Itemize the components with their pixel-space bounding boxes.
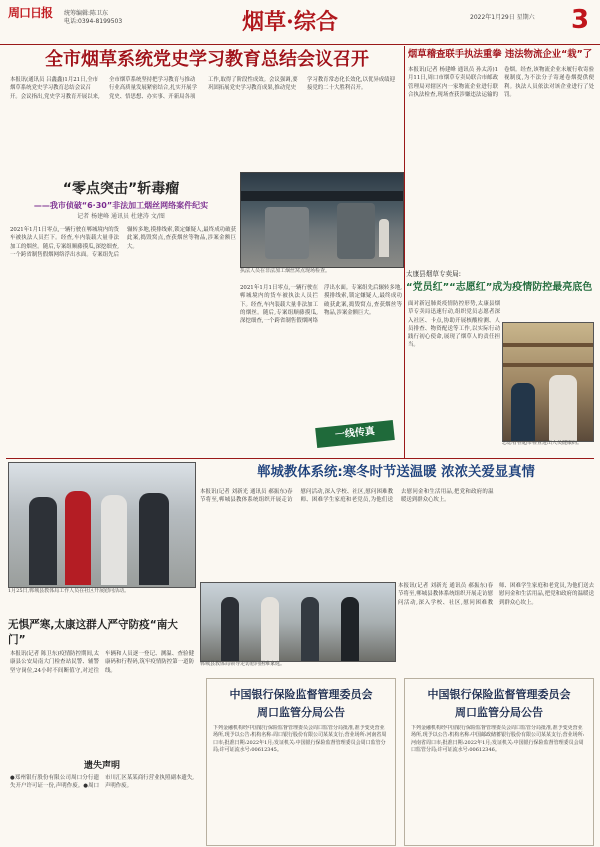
photo-tank	[265, 207, 309, 259]
right-mid-body: 面对新冠肺炎疫情防控形势,太康县烟草专卖局迅速行动,组织党员志愿者深入社区、卡点,协助开展核酸检测、人员排查、物资配送等工作,以实际行动践行初心使命,展现了烟草人的责任担当。	[408, 301, 500, 349]
community-photo-caption: 1月25日,郸城县教体局工作人员在社区开展慰问活动。	[8, 588, 130, 594]
visit-photo-caption: 郸城县教体局领导走访慰问困难家庭。	[200, 661, 286, 667]
top-headline: 全市烟草系统党史学习教育总结会议召开	[45, 49, 369, 70]
photo-beam	[241, 191, 403, 201]
photo-person	[301, 597, 319, 661]
notice-title-line2: 周口监管分局公告	[257, 706, 345, 719]
photo-person	[511, 383, 535, 441]
drug-story-headline: “零点突击”斩毒瘤	[62, 181, 180, 197]
photo-person	[101, 495, 127, 585]
notice-box-left	[206, 678, 396, 846]
factory-photo-caption: 执法人员在非法加工烟丝窝点现场检查。	[240, 268, 331, 274]
left-bottom-body: 本报讯(记者 陈卫东)疫情防控期间,太康县公安局南大门检查站民警、辅警坚守岗位,24小时不间断值守,对过往车辆和人员逐一登记、测温、查验健康码和行程码,筑牢疫情防控第一道防线。	[10, 651, 194, 674]
notice-body: 下列金融机构经中国银行保险监督管理委员会周口监管分局批准,准予变更营业场所,现予以公告:机构名称:中国邮政储蓄银行股份有限公司某某支行;营业场所:河南省周口市;批准日期:2022年1月;发证机关:中国银行保险监督管理委员会周口监管分局;许可证流水号:00612346。	[411, 725, 585, 754]
bottom-right-body: 本报讯(记者 刘新光 通讯员 郝振东)春节将至,郸城县教体系统组织开展走访慰问活动,深入学校、社区,慰问困难教师、困难学生家庭和老党员,为他们送去慰问金和生活用品,把党和政府的温暖送到群众心坎上。	[398, 583, 594, 606]
masthead-meta	[64, 10, 154, 26]
photo-person	[139, 493, 169, 585]
notice-title-line2: 周口监管分局公告	[455, 706, 543, 719]
drug-story-body: 2021年1月1日零点,一辆行驶在郸城境内的货车被执法人员拦下。经查,车内装载大量非法加工的烟丝。随后,专案组顺藤摸瓜,深挖细查,一个跨省制售假烟网络浮出水面。专案组先后辗转多地,摸排线索,锁定嫌疑人,最终成功破获此案,捣毁窝点,查获烟丝等物品,涉案金额巨大。	[10, 227, 236, 258]
drug-story-subtitle: ——我市侦破“6·30”非法加工烟丝网络案件纪实	[33, 201, 209, 210]
volunteer-photo	[502, 322, 594, 442]
horizontal-divider	[6, 458, 594, 459]
top-story-body: 本报讯(通讯员 吕鑫鑫)1月21日,全市烟草系统党史学习教育总结会议召开。会议指出,党史学习教育开展以来,全市烟草系统坚持把学习教育与推动行业高质量发展紧密结合,扎实开展学党史、悟思想、办实事、开新局各项工作,取得了阶段性成效。会议强调,要巩固拓展党史学习教育成果,推动党史学习教育常态化长效化,以优异成绩迎接党的二十大胜利召开。	[10, 77, 395, 100]
notice-body: 下列金融机构经中国银行保险监督管理委员会周口监管分局批准,准予变更营业场所,现予以公告:机构名称:周口银行股份有限公司某某支行;营业场所:河南省周口市;批准日期:2022年1月;发证机关:中国银行保险监督管理委员会周口监管分局;许可证流水号:00612345。	[213, 725, 387, 754]
phone-line: 电话:0394-8199503	[64, 18, 123, 25]
factory-photo	[240, 172, 404, 268]
lost-notice-body: ●郑州银行股份有限公司周口分行遗失开户许可证一份,声明作废。●周口市川汇区某某商行营业执照副本遗失,声明作废。	[10, 775, 194, 790]
lost-notice-title: 遗失声明	[83, 761, 120, 771]
issue-date: 2022年1月29日 星期六	[470, 14, 535, 21]
stamp-label: 一线传真	[315, 420, 395, 448]
volunteer-photo-caption: 志愿者在超市检查进出人员健康码。	[502, 440, 583, 446]
middle-column-text: 2021年1月1日零点,一辆行驶在郸城境内的货车被执法人员拦下。经查,车内装载大量非法加工的烟丝。随后,专案组顺藤摸瓜,深挖细查,一个跨省制售假烟网络浮出水面。专案组先后辗转多地,摸排线索,锁定嫌疑人,最终成功破获此案,捣毁窝点,查获烟丝等物品,涉案金额巨大。	[240, 285, 402, 325]
notice-box-right	[404, 678, 594, 846]
right-top-headline: 烟草稽查联手执法重拳 违法物流企业“栽”了	[407, 49, 593, 60]
visit-photo	[200, 582, 396, 662]
editor-line: 统筹编辑:陈卫东	[64, 10, 109, 17]
column-divider	[404, 46, 405, 458]
right-mid-headline: “党员红”“志愿红”成为疫情防控最亮底色	[406, 282, 593, 293]
bottom-main-body: 本报讯(记者 刘新光 通讯员 郝振东)春节将至,郸城县教体系统组织开展走访慰问活动,深入学校、社区,慰问困难教师、困难学生家庭和老党员,为他们送去慰问金和生活用品,把党和政府的温暖送到群众心坎上。	[200, 489, 494, 504]
drug-story-byline: 记者 杨建峰 通讯员 杜建涛 文/图	[77, 213, 165, 220]
left-bottom-headline: 无惧严寒,太康这群人严守防疫“南大门”	[8, 619, 178, 646]
photo-person	[221, 597, 239, 661]
masthead	[0, 0, 600, 45]
community-photo	[8, 462, 196, 588]
bottom-main-headline: 郸城教体系统:寒冬时节送温暖 浓浓关爱显真情	[257, 465, 535, 480]
notice-title-line1: 中国银行保险监督管理委员会	[427, 688, 571, 701]
right-top-body: 本报讯(记者 杨建峰 通讯员 孙太涛)1月11日,周口市烟草专卖局联合市邮政管理局对辖区内一家物流企业进行联合执法检查,现场查获涉嫌违法运输的卷烟。经查,该物流企业未履行收寄验视制度,为不法分子寄递卷烟提供便利。执法人员依法对该企业进行了处罚。	[408, 67, 594, 98]
newspaper-logo: 周口日报	[8, 6, 53, 20]
notice-title-line1: 中国银行保险监督管理委员会	[229, 688, 373, 701]
photo-person	[29, 497, 57, 585]
photo-person	[261, 597, 279, 661]
photo-person	[341, 597, 359, 661]
photo-shelf	[503, 363, 593, 367]
photo-person	[549, 375, 577, 441]
section-title: 烟草·综合	[242, 9, 338, 35]
photo-person	[379, 219, 389, 257]
photo-person	[65, 491, 91, 585]
photo-tank	[337, 203, 375, 259]
right-mid-kicker: 太康县烟草专卖局:	[406, 270, 461, 278]
photo-shelf	[503, 343, 593, 347]
page-number: 3	[570, 5, 590, 35]
